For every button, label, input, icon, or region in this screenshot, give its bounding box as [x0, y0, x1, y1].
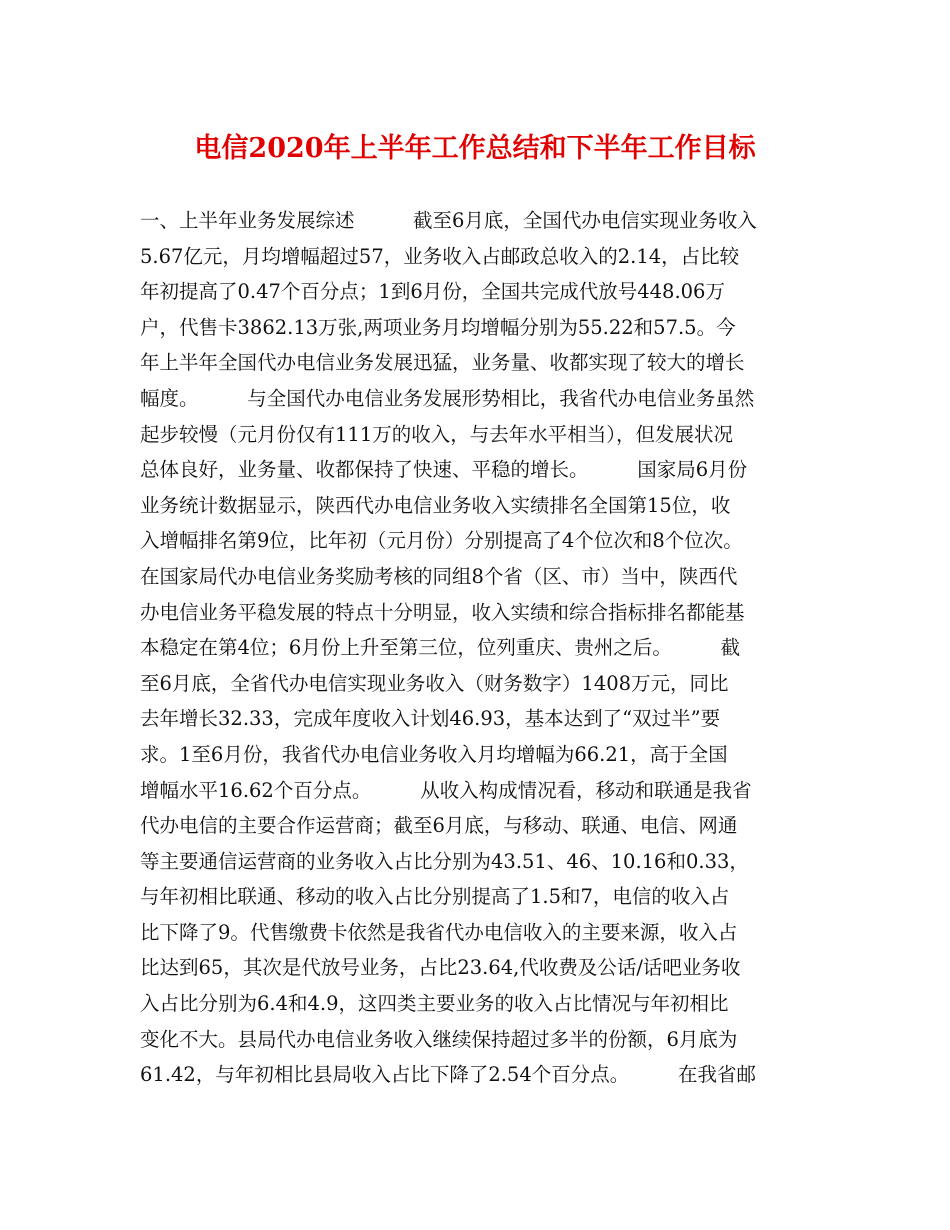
- body-line: 在国家局代办电信业务奖励考核的同组8个省（区、市）当中，陕西代: [140, 564, 738, 588]
- body-line: 业务统计数据显示，陕西代办电信业务收入实绩排名全国第15位，收: [140, 493, 731, 517]
- body-line: 变化不大。县局代办电信业务收入继续保持超过多半的份额，6月底为: [140, 1027, 738, 1051]
- body-line: 等主要通信运营商的业务收入占比分别为43.51、46、10.16和0.33，: [140, 849, 749, 873]
- body-line: 至6月底，全省代办电信实现业务收入（财务数字）1408万元，同比: [140, 671, 729, 695]
- body-line: 61.42，与年初相比县局收入占比下降了2.54个百分点。 在我省邮: [140, 1063, 756, 1087]
- body-line: 年初提高了0.47个百分点；1到6月份，全国共完成代放号448.06万: [140, 280, 725, 304]
- body-line: 入占比分别为6.4和4.9，这四类主要业务的收入占比情况与年初相比: [140, 992, 729, 1016]
- body-line: 5.67亿元，月均增幅超过57，业务收入占邮政总收入的2.14，占比较: [140, 244, 740, 268]
- body-line: 本稳定在第4位；6月份上升至第三位，位列重庆、贵州之后。 截: [140, 636, 741, 660]
- body-line: 增幅水平16.62个百分点。 从收入构成情况看，移动和联通是我省: [140, 778, 752, 802]
- body-line: 去年增长32.33，完成年度收入计划46.93，基本达到了“双过半”要: [140, 707, 721, 731]
- body-line: 户，代售卡3862.13万张,两项业务月均增幅分别为55.22和57.5。今: [140, 315, 736, 339]
- document-body: [140, 203, 820, 1093]
- body-line: 比达到65，其次是代放号业务，占比23.64,代收费及公话/话吧业务收: [140, 956, 741, 980]
- body-line: 起步较慢（元月份仅有111万的收入，与去年水平相当），但发展状况: [140, 422, 733, 446]
- body-line: 办电信业务平稳发展的特点十分明显，收入实绩和综合指标排名都能基: [140, 600, 745, 624]
- body-line: 总体良好，业务量、收都保持了快速、平稳的增长。 国家局6月份: [140, 458, 748, 482]
- body-line: 一、上半年业务发展综述 截至6月底，全国代办电信实现业务收入: [140, 209, 757, 232]
- body-line: 求。1至6月份，我省代办电信业务收入月均增幅为66.21，高于全国: [140, 742, 728, 766]
- body-line: 代办电信的主要合作运营商；截至6月底，与移动、联通、电信、网通: [140, 814, 738, 838]
- body-line: 年上半年全国代办电信业务发展迅猛，业务量、收都实现了较大的增长: [140, 351, 745, 375]
- body-line: 幅度。 与全国代办电信业务发展形势相比，我省代办电信业务虽然: [140, 386, 755, 410]
- body-line: 与年初相比联通、移动的收入占比分别提高了1.5和7，电信的收入占: [140, 885, 730, 909]
- body-line: 比下降了9。代售缴费卡依然是我省代办电信收入的主要来源，收入占: [140, 920, 738, 944]
- body-line: 入增幅排名第9位，比年初（元月份）分别提高了4个位次和8个位次。: [140, 529, 743, 553]
- document-title: 电信2020年上半年工作总结和下半年工作目标: [194, 133, 756, 164]
